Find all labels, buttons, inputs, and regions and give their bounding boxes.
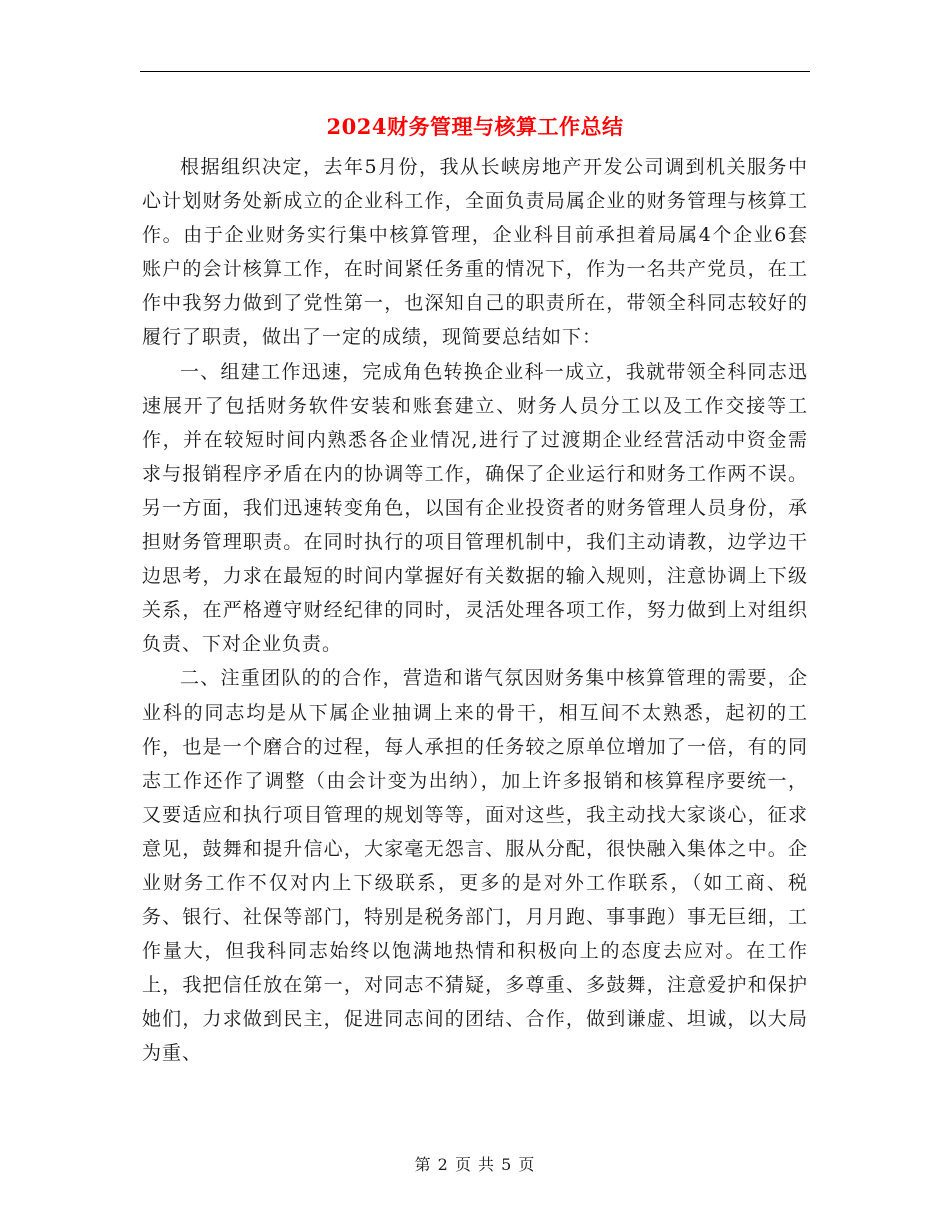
paragraph-intro: 根据组织决定，去年5月份，我从长峡房地产开发公司调到机关服务中心计划财务处新成立的企业科工作，全面负责局属企业的财务管理与核算工作。由于企业财务实行集中核算管理，企业科目前承担着局属4个企业6套账户的会计核算工作，在时间紧任务重的情况下，作为一名共产党员，在工作中我努力做到了党性第一，也深知自己的职责所在，带领全科同志较好的履行了职责，做出了一定的成绩，现简要总结如下： [142,156,808,349]
paragraph-section-two: 二、注重团队的的合作，营造和谐气氛因财务集中核算管理的需要，企业科的同志均是从下属企业抽调上来的骨干，相互间不太熟悉，起初的工作，也是一个磨合的过程，每人承担的任务较之原单位增加了一倍，有的同志工作还作了调整（由会计变为出纳），加上许多报销和核算程序要统一，又要适应和执行项目管理的规划等等，面对这些，我主动找大家谈心，征求意见，鼓舞和提升信心，大家毫无怨言、服从分配，很快融入集体之中。企业财务工作不仅对内上下级联系，更多的是对外工作联系，（如工商、税务、银行、社保等部门，特别是税务部门，月月跑、事事跑）事无巨细，工作量大，但我科同志始终以饱满地热情和积极向上的态度去应对。在工作上，我把信任放在第一，对同志不猜疑，多尊重、多鼓舞，注意爱护和保护她们，力求做到民主，促进同志间的团结、合作，做到谦虚、坦诚，以大局为重、 [142,667,808,1065]
document-body [142,150,808,1071]
page-number: 第 2 页 共 5 页 [414,1155,536,1174]
header-rule [140,71,810,72]
document-title: 2024财务管理与核算工作总结 [326,114,624,139]
paragraph-section-one: 一、组建工作迅速，完成角色转换企业科一成立，我就带领全科同志迅速展开了包括财务软件安装和账套建立、财务人员分工以及工作交接等工作，并在较短时间内熟悉各企业情况,进行了过渡期企业经营活动中资金需求与报销程序矛盾在内的协调等工作，确保了企业运行和财务工作两不误。另一方面，我们迅速转变角色，以国有企业投资者的财务管理人员身份，承担财务管理职责。在同时执行的项目管理机制中，我们主动请教，边学边干边思考，力求在最短的时间内掌握好有关数据的输入规则，注意协调上下级关系，在严格遵守财经纪律的同时，灵活处理各项工作，努力做到上对组织负责、下对企业负责。 [142,360,808,656]
